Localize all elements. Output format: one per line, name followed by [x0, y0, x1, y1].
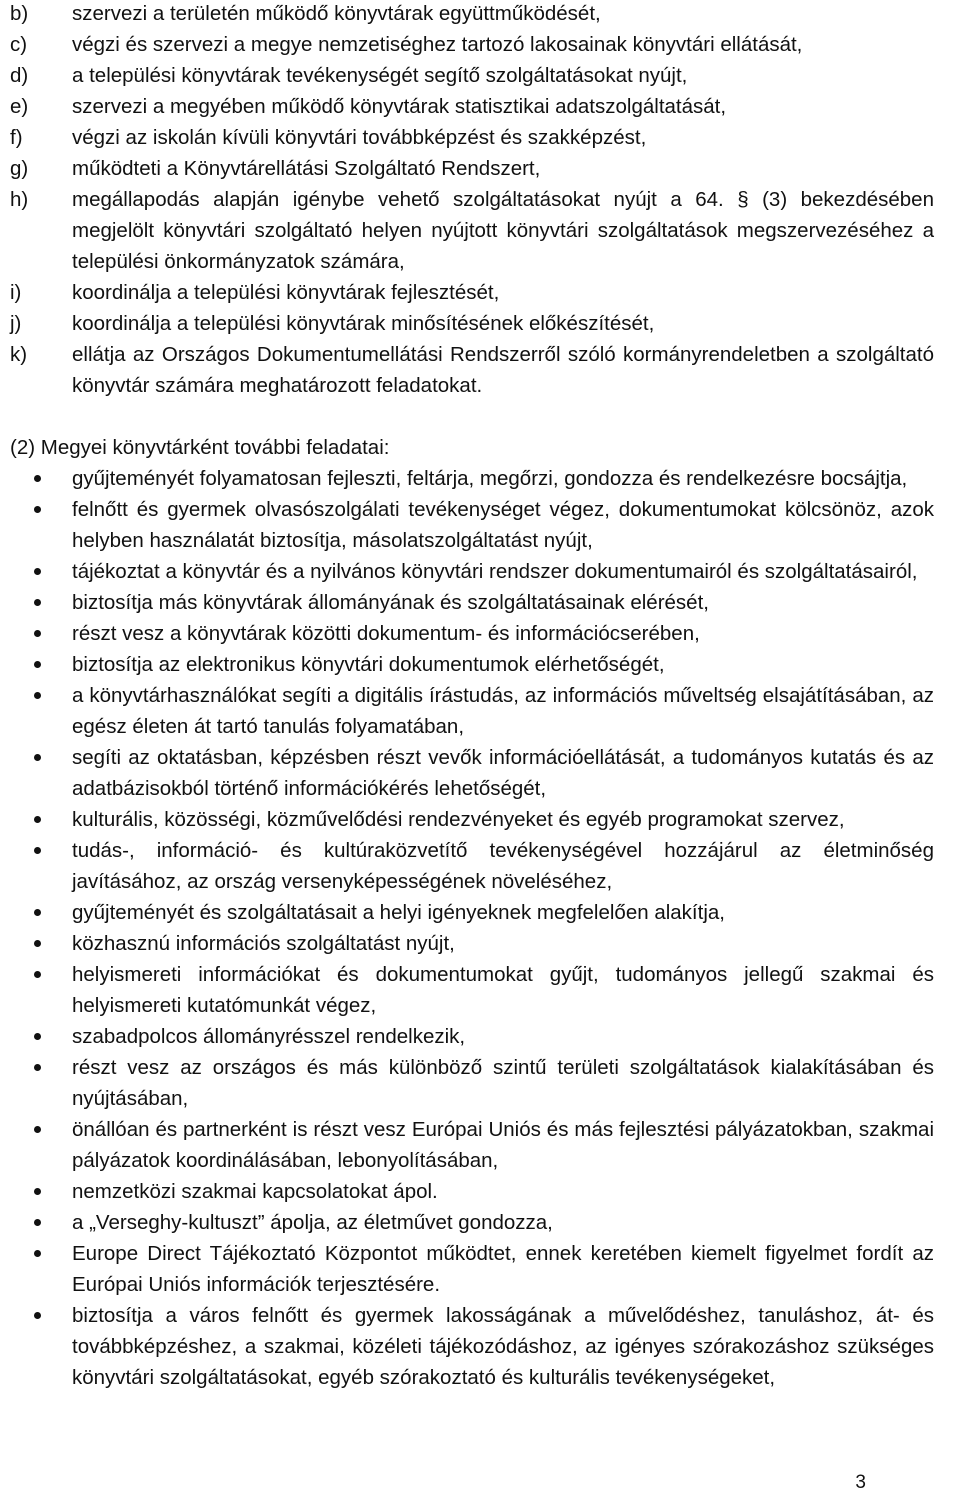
- bullet-icon: [10, 649, 72, 680]
- document-body: [10, 0, 934, 1393]
- list-item-text: szervezi a területén működő könyvtárak együttműködését,: [72, 2, 601, 25]
- list-item-marker: g): [10, 157, 29, 180]
- list-item-text: működteti a Könyvtárellátási Szolgáltató Rendszert,: [72, 157, 541, 180]
- list-item-text: tájékoztat a könyvtár és a nyilvános könyvtári rendszer dokumentumairól és szolgáltatásairól,: [72, 560, 918, 583]
- list-item-text: tudás-, információ- és kultúraközvetítő tevékenységével hozzájárul az életminőség javításához, az ország versenyképességének növeléséhez,: [72, 839, 934, 893]
- bullet-icon: [10, 1052, 72, 1083]
- bullet-icon: [10, 587, 72, 618]
- list-item-text: biztosítja a város felnőtt és gyermek lakosságának a művelődéshez, tanuláshoz, át- és továbbképzéshez, a szakmai, közéleti tájékozódáshoz, az igényes szórakozáshoz szükséges könyvtári szolgáltatásokat, egyéb szórakoztató és kulturális tevékenységeket,: [72, 1304, 934, 1389]
- list-item: [10, 0, 934, 29]
- list-item: [10, 928, 934, 959]
- bullet-icon: [10, 618, 72, 649]
- list-item: [10, 1021, 934, 1052]
- list-item: [10, 29, 934, 60]
- list-item-text: gyűjteményét folyamatosan fejleszti, feltárja, megőrzi, gondozza és rendelkezésre bocsájtja,: [72, 467, 908, 490]
- list-item-text: szabadpolcos állományrésszel rendelkezik,: [72, 1025, 466, 1048]
- list-item-text: részt vesz a könyvtárak közötti dokumentum- és információcserében,: [72, 622, 700, 645]
- list-item-marker: f): [10, 126, 23, 149]
- list-item: [10, 277, 934, 308]
- list-item: [10, 835, 934, 897]
- list-item: [10, 680, 934, 742]
- bullet-icon: [10, 1238, 72, 1269]
- bullet-icon: [10, 556, 72, 587]
- list-item-text: felnőtt és gyermek olvasószolgálati tevékenységet végez, dokumentumokat kölcsönöz, azok helyben használatát biztosítja, másolatszolgáltatást nyújt,: [72, 498, 934, 552]
- bullet-icon: [10, 835, 72, 866]
- list-item-text: közhasznú információs szolgáltatást nyújt,: [72, 932, 455, 955]
- list-item-text: a könyvtárhasználókat segíti a digitális írástudás, az információs műveltség elsajátításában, az egész életen át tartó tanulás folyamatában,: [72, 684, 934, 738]
- bullet-icon: [10, 897, 72, 928]
- list-item: [10, 308, 934, 339]
- list-item: [10, 60, 934, 91]
- list-item-marker: e): [10, 95, 29, 118]
- list-item-marker: d): [10, 64, 29, 87]
- list-item-text: Europe Direct Tájékoztató Központot működtet, ennek keretében kiemelt figyelmet fordít az Európai Uniós információk terjesztésére.: [72, 1242, 934, 1296]
- bullet-icon: [10, 1207, 72, 1238]
- bullet-icon: [10, 1021, 72, 1052]
- list-item-text: koordinálja a települési könyvtárak fejlesztését,: [72, 281, 500, 304]
- list-item-text: részt vesz az országos és más különböző szintű területi szolgáltatások kialakításában és nyújtásában,: [72, 1056, 934, 1110]
- bullet-icon: [10, 463, 72, 494]
- list-item-marker: j): [10, 312, 22, 335]
- list-item-text: végzi és szervezi a megye nemzetiséghez tartozó lakosainak könyvtári ellátását,: [72, 33, 803, 56]
- bullet-icon: [10, 804, 72, 835]
- list-item: [10, 649, 934, 680]
- list-item-text: megállapodás alapján igénybe vehető szolgáltatásokat nyújt a 64. § (3) bekezdésében megjelölt könyvtári szolgáltató helyen nyújtott könyvtári szolgáltatások megszervezéséhez a települési önkormányzatok számára,: [72, 188, 934, 273]
- bullet-icon: [10, 928, 72, 959]
- list-item-text: gyűjteményét és szolgáltatásait a helyi igényeknek megfelelően alakítja,: [72, 901, 725, 924]
- list-item-text: végzi az iskolán kívüli könyvtári továbbképzést és szakképzést,: [72, 126, 647, 149]
- list-item: [10, 1207, 934, 1238]
- list-item: [10, 1114, 934, 1176]
- list-item: [10, 804, 934, 835]
- section-heading: (2) Megyei könyvtárként további feladatai:: [10, 436, 390, 459]
- list-item-marker: k): [10, 343, 28, 366]
- list-item: [10, 1238, 934, 1300]
- list-item-text: kulturális, közösségi, közművelődési rendezvényeket és egyéb programokat szervez,: [72, 808, 845, 831]
- list-item: [10, 897, 934, 928]
- list-item-marker: h): [10, 188, 29, 211]
- list-item: [10, 184, 934, 277]
- list-item-text: segíti az oktatásban, képzésben részt vevők információellátását, a tudományos kutatás és az adatbázisokból történő információkérés lehetőségét,: [72, 746, 934, 800]
- list-item-text: a települési könyvtárak tevékenységét segítő szolgáltatásokat nyújt,: [72, 64, 688, 87]
- bullet-list: [10, 463, 934, 1393]
- list-item-marker: c): [10, 33, 28, 56]
- list-item: [10, 1052, 934, 1114]
- list-item-text: ellátja az Országos Dokumentumellátási Rendszerről szóló kormányrendeletben a szolgáltató könyvtár számára meghatározott feladatokat.: [72, 343, 934, 397]
- list-item-text: nemzetközi szakmai kapcsolatokat ápol.: [72, 1180, 438, 1203]
- list-item-text: a „Verseghy-kultuszt” ápolja, az életművet gondozza,: [72, 1211, 553, 1234]
- list-item-text: biztosítja más könyvtárak állományának és szolgáltatásainak elérését,: [72, 591, 709, 614]
- list-item-text: szervezi a megyében működő könyvtárak statisztikai adatszolgáltatását,: [72, 95, 727, 118]
- bullet-icon: [10, 494, 72, 525]
- list-item: [10, 122, 934, 153]
- lettered-list: [10, 0, 934, 401]
- bullet-icon: [10, 959, 72, 990]
- bullet-icon: [10, 742, 72, 773]
- list-item: [10, 959, 934, 1021]
- list-item-text: biztosítja az elektronikus könyvtári dokumentumok elérhetőségét,: [72, 653, 665, 676]
- list-item-marker: i): [10, 281, 22, 304]
- page-number: 3: [855, 1472, 866, 1493]
- list-item: [10, 463, 934, 494]
- list-item: [10, 339, 934, 401]
- list-item: [10, 1300, 934, 1393]
- list-item-text: helyismereti információkat és dokumentumokat gyűjt, tudományos jellegű szakmai és helyismereti kutatómunkát végez,: [72, 963, 934, 1017]
- bullet-icon: [10, 1176, 72, 1207]
- bullet-icon: [10, 1114, 72, 1145]
- list-item: [10, 91, 934, 122]
- list-item-marker: b): [10, 2, 29, 25]
- list-item: [10, 1176, 934, 1207]
- list-item: [10, 556, 934, 587]
- list-item: [10, 618, 934, 649]
- list-item: [10, 742, 934, 804]
- list-item: [10, 587, 934, 618]
- bullet-icon: [10, 1300, 72, 1331]
- list-item: [10, 494, 934, 556]
- list-item-text: önállóan és partnerként is részt vesz Európai Uniós és más fejlesztési pályázatokban, szakmai pályázatok koordinálásában, lebonyolításában,: [72, 1118, 934, 1172]
- list-item-text: koordinálja a települési könyvtárak minősítésének előkészítését,: [72, 312, 655, 335]
- list-item: [10, 153, 934, 184]
- bullet-icon: [10, 680, 72, 711]
